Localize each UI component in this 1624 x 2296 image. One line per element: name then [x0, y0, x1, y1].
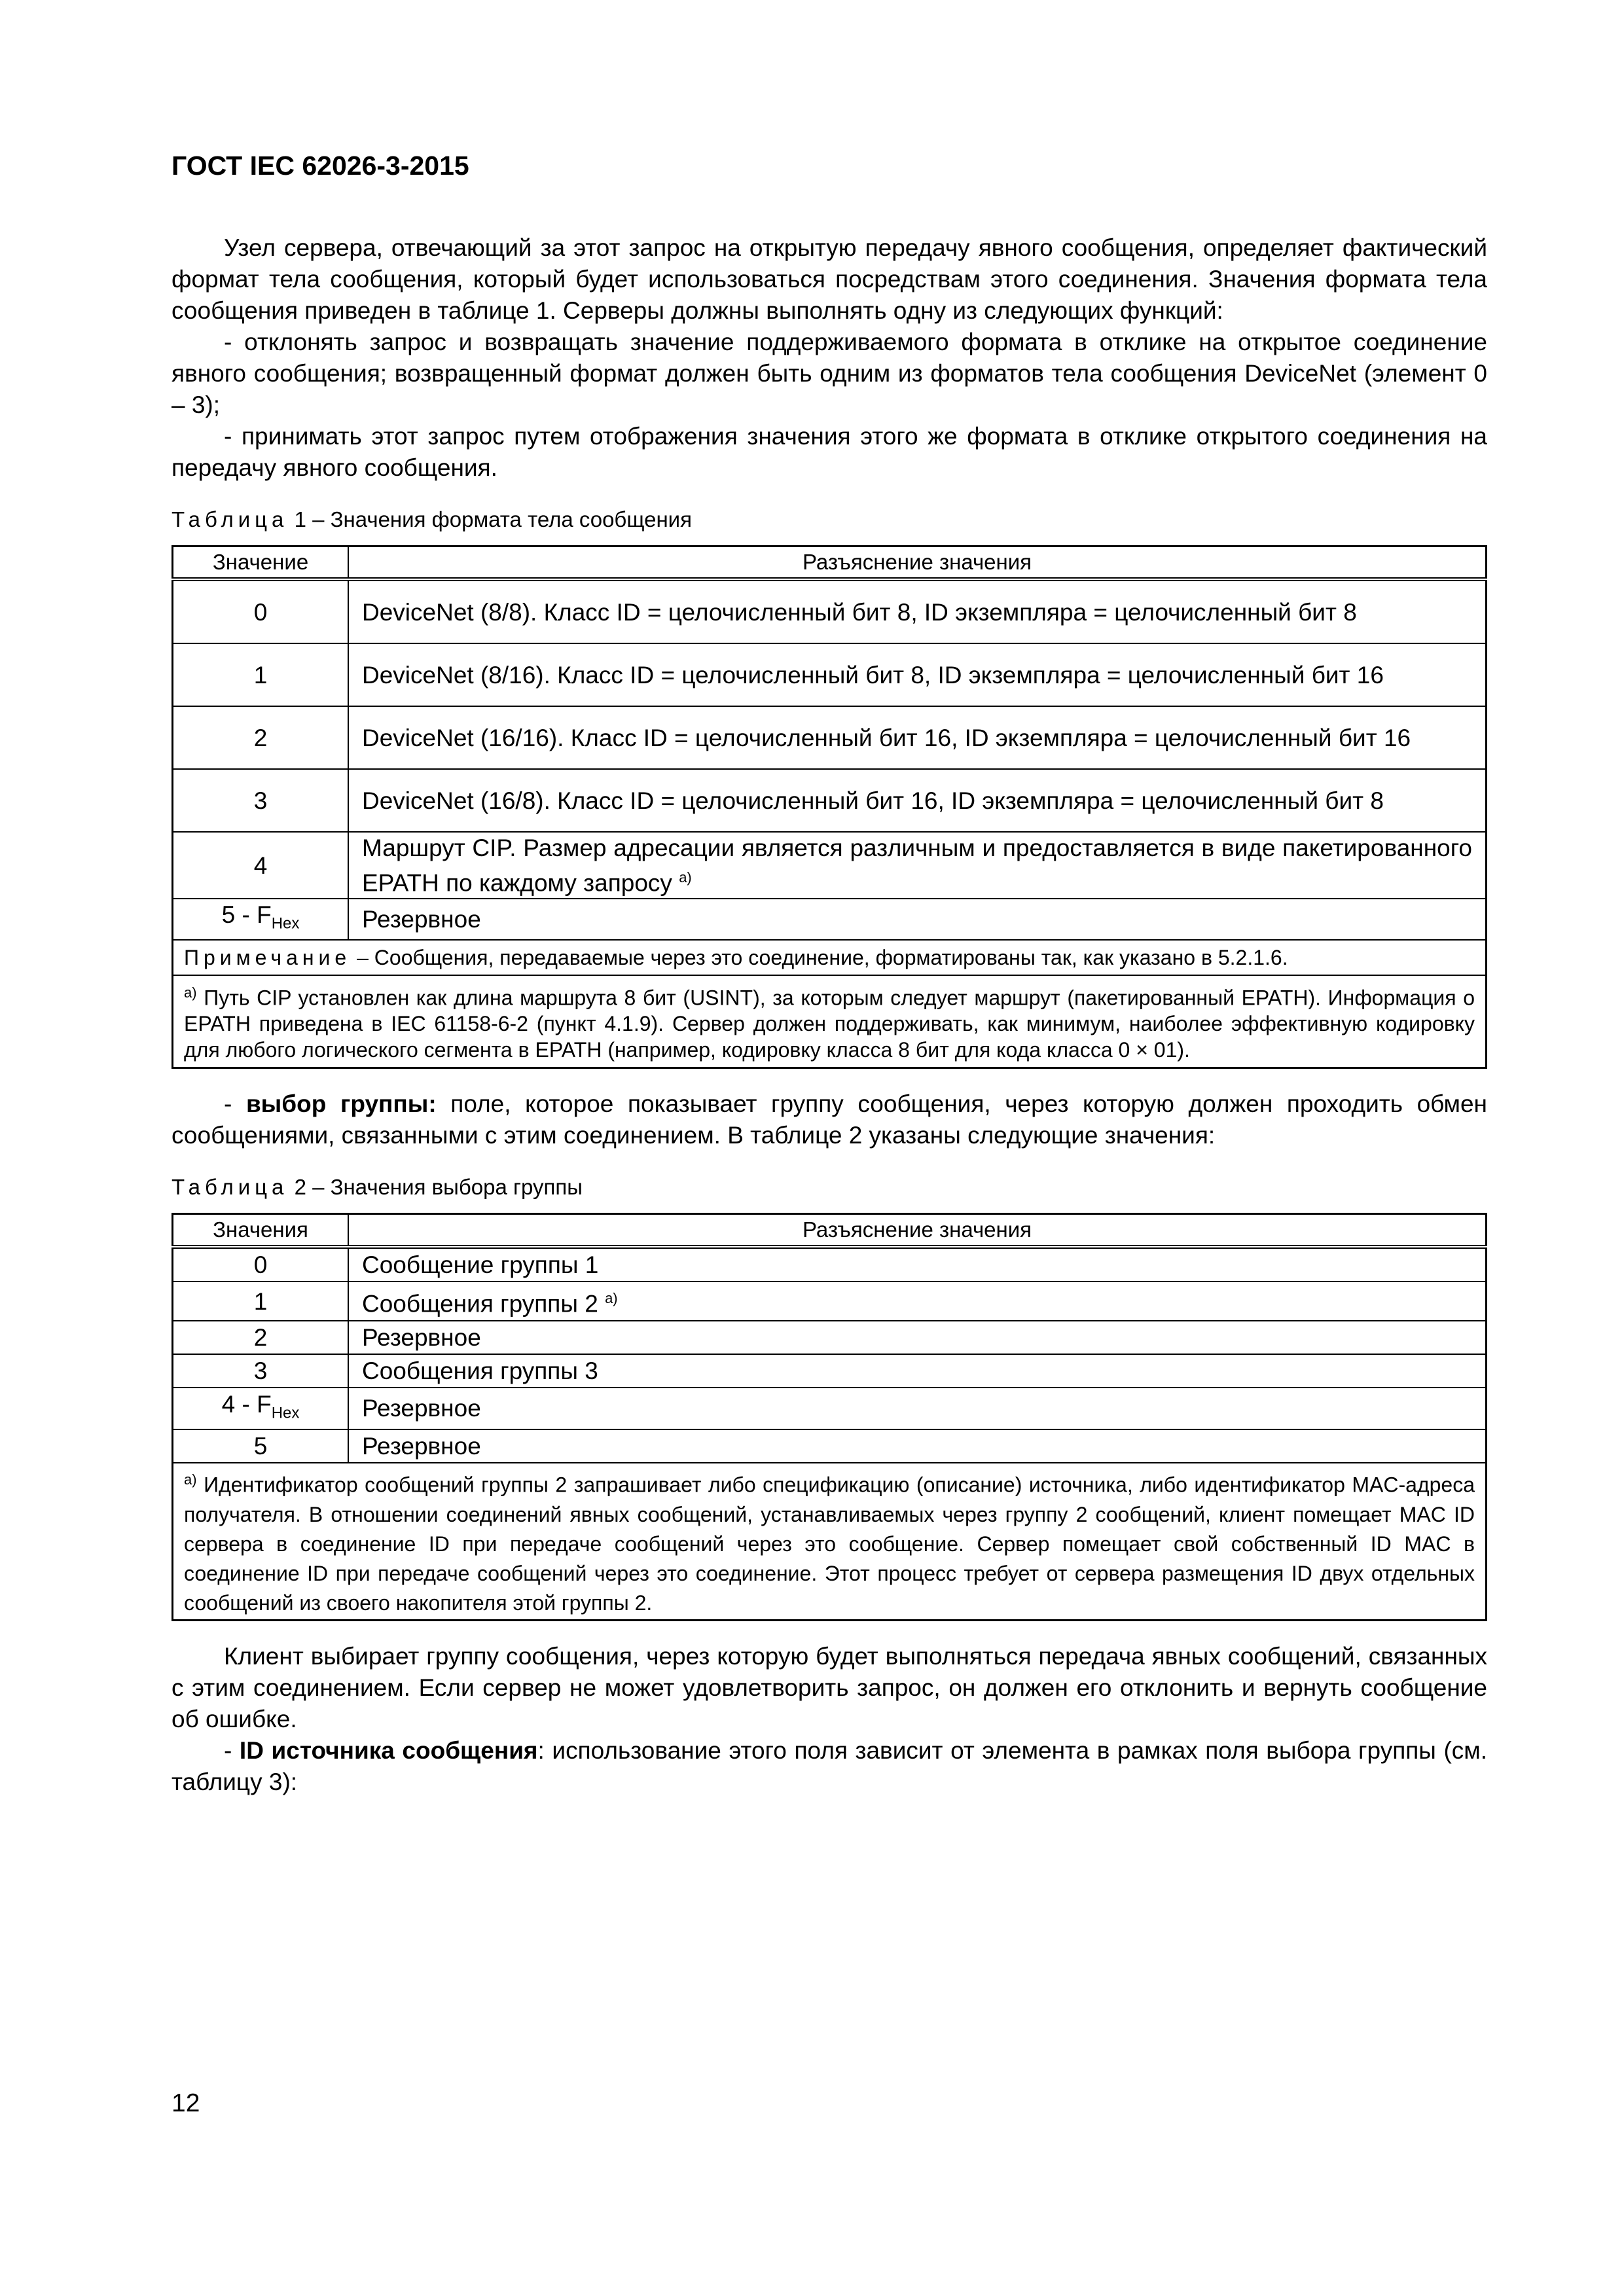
table1-desc: DeviceNet (8/16). Класс ID = целочисленный бит 8, ID экземпляра = целочисленный бит 16 — [348, 643, 1487, 706]
table2-value: 1 — [173, 1282, 349, 1320]
intro-paragraph-3: - принимать этот запрос путем отображения значения этого же формата в отклике открытого соединения на передачу явного сообщения. — [171, 423, 1487, 481]
table2 — [171, 1213, 1487, 1621]
table2-desc: Резервное — [348, 1321, 1487, 1354]
table1-row — [173, 832, 1487, 899]
table2-value: $4 - F_{Hex}$ — [173, 1388, 349, 1429]
table1-row — [173, 643, 1487, 706]
table1-footnote-row — [173, 975, 1487, 1068]
table2-col-desc: Разъяснение значения — [348, 1214, 1487, 1247]
page-number: 12 — [171, 2089, 200, 2117]
table2-desc: Резервное — [348, 1429, 1487, 1463]
table1 — [171, 545, 1487, 1069]
table2-row — [173, 1429, 1487, 1463]
table2-value: 3 — [173, 1354, 349, 1388]
table2-desc: Сообщение группы 1 — [348, 1247, 1487, 1282]
closing-paragraph-1: Клиент выбирает группу сообщения, через которую будет выполняться передача явных сообщений, связанных с этим соединением. Если сервер не может удовлетворить запрос, он должен его отклонить и вернуть сообщение об ошибке. — [171, 1642, 1487, 1732]
closing-paragraph-2: - ID источника сообщения: использование этого поля зависит от элемента в рамках поля выбора группы (см. таблицу 3): — [171, 1736, 1487, 1795]
table2-header-row — [173, 1214, 1487, 1247]
table2-row — [173, 1282, 1487, 1320]
table2-footnote: $^{а)}$ Идентификатор сообщений группы 2 запрашивает либо спецификацию (описание) источника, либо идентификатор MAC-адреса получателя. В отношении соединений явных сообщений, устанавливаемых через группу 2 сообщений, клиент помещает MAC ID сервера в соединение ID при передаче сообщений через это сообщение. Сервер помещает свой собственный ID MAC в соединение ID при передаче сообщений через это соединение. Этот процесс требует от сервера размещения ID двух отдельных сообщений из своего накопителя этой группы 2. — [173, 1463, 1487, 1620]
table1-value: 3 — [173, 769, 349, 832]
intro-paragraph-2: - отклонять запрос и возвращать значение поддерживаемого формата в отклике на открытое соединение явного сообщения; возвращенный формат должен быть одним из форматов тела сообщения DeviceNet (элемент 0 – 3); — [171, 329, 1487, 418]
intro-paragraph-1: Узел сервера, отвечающий за этот запрос на открытую передачу явного сообщения, определяет фактический формат тела сообщения, который будет использоваться посредствам этого соединения. Значения формата тела сообщения приведен в таблице 1. Серверы должны выполнять одну из следующих функций: — [171, 234, 1487, 324]
table2-value: 5 — [173, 1429, 349, 1463]
table1-footnote: $^{а)}$ Путь CIP установлен как длина маршрута 8 бит (USINT), за которым следует маршрут (пакетированный EPATH). Информация о EPATH приведена в IEC 61158-6-2 (пункт 4.1.9). Сервер должен поддерживать, как минимум, наиболее эффективную кодировку для любого логического сегмента в EPATH (например, кодировку класса 8 бит для кода класса 0 × 01). — [173, 975, 1487, 1068]
table1-desc: Маршрут CIP. Размер адресации является различным и предоставляется в виде пакетированного EPATH по каждому запросу $^{а)}$ — [348, 832, 1487, 899]
table2-col-value: Значения — [173, 1214, 349, 1247]
table1-header-row — [173, 547, 1487, 580]
table2-row — [173, 1354, 1487, 1388]
table1-row — [173, 579, 1487, 643]
table2-row — [173, 1247, 1487, 1282]
table1-note: Примечание – Сообщения, передаваемые через это соединение, форматированы так, как указано в 5.2.1.6. — [173, 940, 1487, 975]
table2-desc: Резервное — [348, 1388, 1487, 1429]
table1-value: 2 — [173, 706, 349, 769]
table2-desc: Сообщения группы 2 $^{а)}$ — [348, 1282, 1487, 1320]
table1-value: 4 — [173, 832, 349, 899]
footnote-ref: а) — [679, 869, 692, 886]
table2-caption: Таблица 2 – Значения выбора группы — [171, 1175, 583, 1200]
table1-desc: DeviceNet (16/16). Класс ID = целочисленный бит 16, ID экземпляра = целочисленный бит 16 — [348, 706, 1487, 769]
table1-row — [173, 769, 1487, 832]
page — [171, 151, 1487, 1798]
table2-desc: Сообщения группы 3 — [348, 1354, 1487, 1388]
table1-col-desc: Разъяснение значения — [348, 547, 1487, 580]
table1-row — [173, 706, 1487, 769]
table1-desc: DeviceNet (16/8). Класс ID = целочисленный бит 16, ID экземпляра = целочисленный бит 8 — [348, 769, 1487, 832]
footnote-ref: а) — [605, 1290, 618, 1307]
table1-col-value: Значение — [173, 547, 349, 580]
table2-row — [173, 1321, 1487, 1354]
document-header: ГОСТ IEC 62026-3-2015 — [171, 151, 469, 181]
table2-footnote-row — [173, 1463, 1487, 1620]
group-select-paragraph: - выбор группы: поле, которое показывает группу сообщения, через которую должен проходить обмен сообщениями, связанными с этим соединением. В таблице 2 указаны следующие значения: — [171, 1090, 1487, 1149]
table1-value: 1 — [173, 643, 349, 706]
table1-note-row — [173, 940, 1487, 975]
table2-row — [173, 1388, 1487, 1429]
table1-desc: Резервное — [348, 899, 1487, 939]
table2-value: 0 — [173, 1247, 349, 1282]
table1-value: 0 — [173, 579, 349, 643]
table1-caption: Таблица 1 – Значения формата тела сообщения — [171, 507, 692, 531]
table1-row-reserved — [173, 899, 1487, 939]
table2-value: 2 — [173, 1321, 349, 1354]
table1-desc: DeviceNet (8/8). Класс ID = целочисленный бит 8, ID экземпляра = целочисленный бит 8 — [348, 579, 1487, 643]
table1-value: $5 - F_{Hex}$ — [173, 899, 349, 939]
